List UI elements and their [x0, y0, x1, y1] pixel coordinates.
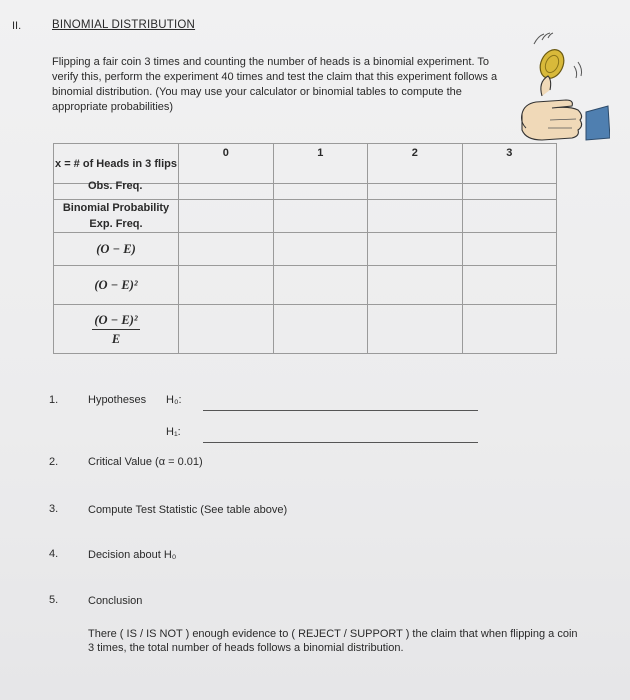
test-statistic-label: Compute Test Statistic (See table above) [88, 504, 288, 516]
table-cell[interactable] [273, 305, 368, 354]
table-cell[interactable] [462, 233, 557, 266]
o-minus-e-squared-label-cell [54, 266, 179, 305]
item-number-3: 3. [49, 503, 59, 515]
critical-value-label: Critical Value (α = 0.01) [88, 456, 203, 468]
table-cell[interactable] [179, 200, 274, 233]
exp-freq-label: Exp. Freq. [89, 218, 143, 230]
conclusion-label: Conclusion [88, 595, 143, 607]
table-row-o-minus-e [54, 233, 557, 266]
column-header-0: 0 [179, 144, 274, 184]
chi-term-label-cell [54, 305, 179, 354]
table-cell[interactable] [462, 266, 557, 305]
table-cell[interactable] [179, 233, 274, 266]
h0-label: H₀: [166, 394, 182, 406]
section-title: BINOMIAL DISTRIBUTION [52, 19, 196, 31]
table-cell[interactable] [368, 305, 463, 354]
conclusion-statement: There ( IS / IS NOT ) enough evidence to ( REJECT / SUPPORT ) the claim that when flipping a coin 3 times, the total number of heads follows a binomial distribution. [88, 628, 578, 654]
o-minus-e-formula: (O − E) [96, 241, 136, 256]
frequency-table [53, 143, 557, 354]
item-number-5: 5. [49, 594, 59, 606]
header-label-cell: x = # of Heads in 3 flips [54, 144, 179, 184]
chi-term-fraction [92, 312, 139, 347]
table-row-binomial [54, 200, 557, 233]
chi-term-denominator: E [111, 331, 121, 346]
o-minus-e-squared-formula: (O − E)² [94, 277, 138, 292]
table-cell[interactable] [273, 200, 368, 233]
table-header-row [54, 144, 557, 184]
coin-flip-hand-illustration [512, 26, 610, 156]
section-number: II. [12, 20, 22, 32]
chi-term-numerator: (O − E)² [92, 312, 139, 330]
h0-answer-line[interactable] [203, 410, 478, 411]
table-cell[interactable] [368, 233, 463, 266]
table-cell[interactable] [462, 305, 557, 354]
column-header-3: 3 [462, 144, 557, 184]
item-number-4: 4. [49, 548, 59, 560]
binomial-probability-label: Binomial Probability [62, 202, 170, 214]
obs-freq-label: Obs. Freq. [88, 180, 143, 192]
h1-label: H₁: [166, 426, 181, 438]
table-cell[interactable] [273, 266, 368, 305]
table-cell[interactable] [179, 266, 274, 305]
table-cell[interactable] [368, 200, 463, 233]
item-number-2: 2. [49, 456, 59, 468]
decision-label: Decision about H₀ [88, 549, 177, 561]
table-row-chi-term [54, 305, 557, 354]
table-cell[interactable] [462, 200, 557, 233]
table-cell[interactable] [273, 184, 368, 200]
column-header-1: 1 [273, 144, 368, 184]
hypotheses-label: Hypotheses [88, 394, 147, 406]
item-number-1: 1. [49, 394, 59, 406]
table-cell[interactable] [179, 184, 274, 200]
table-cell[interactable] [368, 266, 463, 305]
table-cell[interactable] [368, 184, 463, 200]
table-cell[interactable] [179, 305, 274, 354]
table-cell[interactable] [273, 233, 368, 266]
h1-answer-line[interactable] [203, 442, 478, 443]
intro-paragraph: Flipping a fair coin 3 times and counting the number of heads is a binomial experiment. To verify this, perform the experiment 40 times and test the claim that this experiment follows a binomial distribution. (You may use your calculator or binomial tables to compute the appropriate probabilities) [52, 56, 498, 113]
coin-icon [536, 46, 569, 82]
binomial-label-cell [54, 200, 179, 233]
o-minus-e-label-cell [54, 233, 179, 266]
table-row-o-minus-e-squared [54, 266, 557, 305]
table-cell[interactable] [462, 184, 557, 200]
column-header-2: 2 [368, 144, 463, 184]
